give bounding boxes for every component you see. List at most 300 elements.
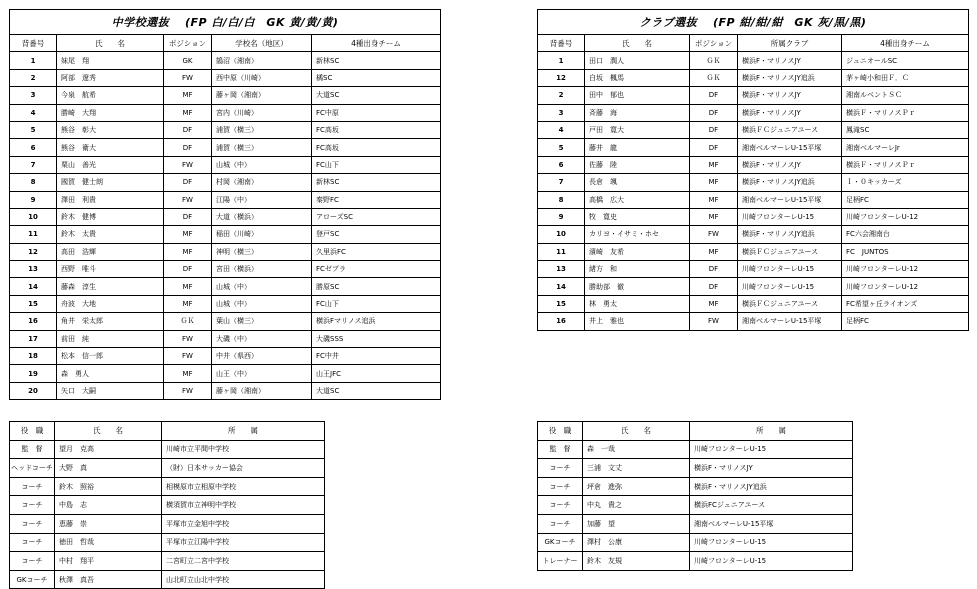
player-position: MF bbox=[164, 104, 212, 121]
table-row bbox=[538, 104, 969, 121]
table-row bbox=[10, 348, 441, 365]
player-name: 白坂 楓馬 bbox=[585, 69, 690, 86]
table-row bbox=[10, 440, 325, 459]
player-club: 川崎フロンターレU-15 bbox=[738, 278, 842, 295]
staff-role: コーチ bbox=[10, 514, 55, 533]
player-origin-team: FC山下 bbox=[312, 156, 441, 173]
player-number: 12 bbox=[10, 243, 57, 260]
table-row bbox=[538, 52, 969, 69]
staff-role: トレーナー bbox=[538, 552, 583, 571]
table-row bbox=[10, 52, 441, 69]
player-origin-team: 大道SC bbox=[312, 87, 441, 104]
staff-role: GKコーチ bbox=[10, 570, 55, 589]
player-club: 横浜F・マリノスJY追浜 bbox=[738, 69, 842, 86]
staff-affiliation: 横須賀市立神明中学校 bbox=[162, 496, 325, 515]
player-number: 16 bbox=[10, 313, 57, 330]
player-origin-team: ジュニオールSC bbox=[842, 52, 969, 69]
table-row bbox=[538, 295, 969, 312]
school-staff-table bbox=[9, 421, 325, 589]
player-name: 田口 潤人 bbox=[585, 52, 690, 69]
player-name: 田中 郁也 bbox=[585, 87, 690, 104]
player-number: 14 bbox=[538, 278, 585, 295]
player-school: 中井（県西） bbox=[212, 348, 312, 365]
player-origin-team: 登戸SC bbox=[312, 226, 441, 243]
player-origin-team: Ｉ・０キッカーズ bbox=[842, 174, 969, 191]
player-name: 角井 栄太郎 bbox=[57, 313, 164, 330]
player-name: 鈴木 健博 bbox=[57, 208, 164, 225]
staff-role: コーチ bbox=[10, 552, 55, 571]
table-row bbox=[538, 477, 853, 496]
table-row bbox=[10, 121, 441, 138]
player-school: 宮田（横浜） bbox=[212, 261, 312, 278]
player-club: 横浜F・マリノスJY bbox=[738, 87, 842, 104]
player-name: 高田 浩輝 bbox=[57, 243, 164, 260]
table-row bbox=[538, 69, 969, 86]
player-number: 5 bbox=[538, 139, 585, 156]
staff-affiliation: 山北町立山北中学校 bbox=[162, 570, 325, 589]
header-role: 役 職 bbox=[10, 422, 55, 441]
player-origin-team: FC山下 bbox=[312, 295, 441, 312]
player-number: 17 bbox=[10, 330, 57, 347]
club-roster-header bbox=[538, 35, 969, 52]
player-name: 熊谷 衛大 bbox=[57, 139, 164, 156]
header-school: 学校名（地区） bbox=[212, 35, 312, 52]
player-club: 横浜ＦＣジュニアユース bbox=[738, 295, 842, 312]
table-row bbox=[538, 208, 969, 225]
player-name: 牧 寛史 bbox=[585, 208, 690, 225]
player-number: 4 bbox=[10, 104, 57, 121]
player-number: 20 bbox=[10, 382, 57, 399]
player-origin-team: 足柄FC bbox=[842, 313, 969, 330]
player-name: カリヨ・イサミ・ホセ bbox=[585, 226, 690, 243]
player-position: DF bbox=[690, 121, 738, 138]
player-number: 7 bbox=[10, 156, 57, 173]
player-name: 熊谷 彰大 bbox=[57, 121, 164, 138]
table-row bbox=[538, 261, 969, 278]
staff-role: コーチ bbox=[538, 477, 583, 496]
player-number: 18 bbox=[10, 348, 57, 365]
player-origin-team: 川崎フロンターレU-12 bbox=[842, 208, 969, 225]
table-row bbox=[10, 365, 441, 382]
player-origin-team: FC高坂 bbox=[312, 121, 441, 138]
player-origin-team: 足柄FC bbox=[842, 191, 969, 208]
header-position: ポジション bbox=[164, 35, 212, 52]
player-origin-team: FC JUNTOS bbox=[842, 243, 969, 260]
table-row bbox=[10, 226, 441, 243]
table-row bbox=[538, 139, 969, 156]
player-number: 7 bbox=[538, 174, 585, 191]
player-number: 9 bbox=[538, 208, 585, 225]
table-row bbox=[538, 121, 969, 138]
player-origin-team: FCゼブラ bbox=[312, 261, 441, 278]
player-position: ＧＫ bbox=[690, 69, 738, 86]
player-school: 西中原（川崎） bbox=[212, 69, 312, 86]
staff-role: コーチ bbox=[10, 477, 55, 496]
staff-role: ヘッドコーチ bbox=[10, 459, 55, 478]
player-number: 2 bbox=[538, 87, 585, 104]
player-position: FW bbox=[164, 382, 212, 399]
table-row bbox=[538, 440, 853, 459]
table-row bbox=[10, 87, 441, 104]
player-number: 3 bbox=[538, 104, 585, 121]
player-school: 宮内（川崎） bbox=[212, 104, 312, 121]
staff-role: 監 督 bbox=[10, 440, 55, 459]
player-number: 13 bbox=[10, 261, 57, 278]
player-name: 妹尾 翔 bbox=[57, 52, 164, 69]
staff-name: 鈴木 照裕 bbox=[55, 477, 162, 496]
player-position: DF bbox=[690, 104, 738, 121]
player-position: MF bbox=[690, 208, 738, 225]
player-school: 江陽（中） bbox=[212, 191, 312, 208]
header-club: 所属クラブ bbox=[738, 35, 842, 52]
staff-affiliation: 平塚市立江陽中学校 bbox=[162, 533, 325, 552]
staff-role: コーチ bbox=[538, 459, 583, 478]
player-position: GK bbox=[164, 52, 212, 69]
club-staff-table bbox=[537, 421, 853, 571]
player-origin-team: 山王JFC bbox=[312, 365, 441, 382]
header-name: 氏 名 bbox=[55, 422, 162, 441]
header-name: 氏 名 bbox=[585, 35, 690, 52]
player-position: MF bbox=[690, 243, 738, 260]
player-number: 1 bbox=[10, 52, 57, 69]
player-number: 16 bbox=[538, 313, 585, 330]
player-position: DF bbox=[164, 261, 212, 278]
player-position: MF bbox=[164, 226, 212, 243]
player-position: MF bbox=[164, 295, 212, 312]
table-row bbox=[10, 69, 441, 86]
staff-name: 恵藤 崇 bbox=[55, 514, 162, 533]
player-position: MF bbox=[690, 156, 738, 173]
player-club: 横浜F・マリノスJY bbox=[738, 156, 842, 173]
player-name: 長倉 颯 bbox=[585, 174, 690, 191]
staff-affiliation: 川崎フロンターレU-15 bbox=[690, 440, 853, 459]
table-row bbox=[10, 313, 441, 330]
table-row bbox=[10, 261, 441, 278]
header-name: 氏 名 bbox=[57, 35, 164, 52]
player-number: 13 bbox=[538, 261, 585, 278]
staff-affiliation: 川崎フロンターレU-15 bbox=[690, 552, 853, 571]
staff-role: コーチ bbox=[10, 533, 55, 552]
staff-name: 三浦 文丈 bbox=[583, 459, 690, 478]
table-row bbox=[10, 330, 441, 347]
player-origin-team: 横浜Ｆ・マリノスＰｒ bbox=[842, 104, 969, 121]
table-row bbox=[10, 208, 441, 225]
player-origin-team: 川崎フロンターレU-12 bbox=[842, 261, 969, 278]
player-position: MF bbox=[164, 365, 212, 382]
player-position: DF bbox=[164, 174, 212, 191]
player-name: 前田 純 bbox=[57, 330, 164, 347]
player-name: 勝崎 大翔 bbox=[57, 104, 164, 121]
player-name: 斉藤 海 bbox=[585, 104, 690, 121]
player-origin-team: 大磯SSS bbox=[312, 330, 441, 347]
player-origin-team: FC中原 bbox=[312, 104, 441, 121]
player-school: 山城（中） bbox=[212, 295, 312, 312]
player-name: 戸田 寛大 bbox=[585, 121, 690, 138]
player-number: 6 bbox=[10, 139, 57, 156]
player-number: 5 bbox=[10, 121, 57, 138]
header-number: 背番号 bbox=[538, 35, 585, 52]
player-position: MF bbox=[164, 243, 212, 260]
player-name: 林 勇太 bbox=[585, 295, 690, 312]
player-position: MF bbox=[690, 174, 738, 191]
player-number: 1 bbox=[538, 52, 585, 69]
header-name: 氏 名 bbox=[583, 422, 690, 441]
player-number: 11 bbox=[538, 243, 585, 260]
player-position: ＧＫ bbox=[690, 52, 738, 69]
player-number: 8 bbox=[10, 174, 57, 191]
player-position: DF bbox=[690, 87, 738, 104]
table-row bbox=[538, 156, 969, 173]
table-row bbox=[10, 570, 325, 589]
player-number: 15 bbox=[10, 295, 57, 312]
player-origin-team: 湘南ルベントＳＣ bbox=[842, 87, 969, 104]
staff-affiliation: 川崎フロンターレU-15 bbox=[690, 533, 853, 552]
player-position: DF bbox=[164, 139, 212, 156]
header-role: 役 職 bbox=[538, 422, 583, 441]
player-number: 8 bbox=[538, 191, 585, 208]
player-club: 横浜ＦＣジュニアユース bbox=[738, 243, 842, 260]
player-number: 9 bbox=[10, 191, 57, 208]
staff-role: GKコーチ bbox=[538, 533, 583, 552]
player-origin-team: FC中井 bbox=[312, 348, 441, 365]
player-school: 山城（中） bbox=[212, 156, 312, 173]
table-row bbox=[10, 514, 325, 533]
player-position: DF bbox=[690, 261, 738, 278]
staff-name: 中丸 貴之 bbox=[583, 496, 690, 515]
staff-affiliation: 相模原市立相原中学校 bbox=[162, 477, 325, 496]
player-name: 森 勇人 bbox=[57, 365, 164, 382]
table-row bbox=[538, 533, 853, 552]
player-name: 西野 唯斗 bbox=[57, 261, 164, 278]
player-position: FW bbox=[164, 69, 212, 86]
player-origin-team: 勝原SC bbox=[312, 278, 441, 295]
club-roster-title: クラブ選抜 (FP 紺/紺/紺 GK 灰/黒/黒) bbox=[538, 10, 969, 35]
player-name: 今泉 航希 bbox=[57, 87, 164, 104]
player-school: 大磯（中） bbox=[212, 330, 312, 347]
player-club: 湘南ベルマーレU-15平塚 bbox=[738, 191, 842, 208]
table-row bbox=[538, 243, 969, 260]
player-club: 横浜F・マリノスJY bbox=[738, 104, 842, 121]
table-row bbox=[10, 496, 325, 515]
table-row bbox=[10, 477, 325, 496]
staff-name: 加藤 望 bbox=[583, 514, 690, 533]
player-position: FW bbox=[164, 156, 212, 173]
player-name: 藤森 淳生 bbox=[57, 278, 164, 295]
player-position: FW bbox=[690, 313, 738, 330]
player-name: 井上 雅也 bbox=[585, 313, 690, 330]
player-name: 勝助部 徹 bbox=[585, 278, 690, 295]
player-position: FW bbox=[164, 191, 212, 208]
staff-affiliation: （財）日本サッカー協会 bbox=[162, 459, 325, 478]
player-name: 栗山 善光 bbox=[57, 156, 164, 173]
player-origin-team: FC高坂 bbox=[312, 139, 441, 156]
player-school: 山王（中） bbox=[212, 365, 312, 382]
table-row bbox=[538, 552, 853, 571]
school-staff-header bbox=[10, 422, 325, 441]
table-row bbox=[538, 174, 969, 191]
player-position: DF bbox=[690, 139, 738, 156]
staff-name: 中島 志 bbox=[55, 496, 162, 515]
table-row bbox=[10, 278, 441, 295]
table-row bbox=[538, 514, 853, 533]
staff-affiliation: 平塚市立金旭中学校 bbox=[162, 514, 325, 533]
school-roster-header bbox=[10, 35, 441, 52]
player-origin-team: 新林SC bbox=[312, 174, 441, 191]
player-number: 2 bbox=[10, 69, 57, 86]
player-position: DF bbox=[690, 278, 738, 295]
staff-affiliation: 川崎市立平間中学校 bbox=[162, 440, 325, 459]
player-school: 浦賀（横三） bbox=[212, 121, 312, 138]
player-position: DF bbox=[164, 121, 212, 138]
player-origin-team: 久里浜FC bbox=[312, 243, 441, 260]
header-origin-team: 4種出身チーム bbox=[842, 35, 969, 52]
player-position: FW bbox=[164, 348, 212, 365]
player-number: 12 bbox=[538, 69, 585, 86]
player-number: 19 bbox=[10, 365, 57, 382]
player-club: 湘南ベルマーレU-15平塚 bbox=[738, 139, 842, 156]
player-origin-team: 鳳滝SC bbox=[842, 121, 969, 138]
player-origin-team: 新林SC bbox=[312, 52, 441, 69]
player-club: 横浜F・マリノスJY追浜 bbox=[738, 226, 842, 243]
player-origin-team: アローズSC bbox=[312, 208, 441, 225]
staff-name: 鈴木 友規 bbox=[583, 552, 690, 571]
player-position: MF bbox=[164, 278, 212, 295]
player-name: 濱崎 友希 bbox=[585, 243, 690, 260]
staff-affiliation: 横浜FCジュニアユース bbox=[690, 496, 853, 515]
staff-affiliation: 湘南ベルマーレU-15平塚 bbox=[690, 514, 853, 533]
player-school: 大道（横浜） bbox=[212, 208, 312, 225]
staff-name: 秋澤 真吾 bbox=[55, 570, 162, 589]
staff-name: 坪倉 進弥 bbox=[583, 477, 690, 496]
player-name: 阿部 遼秀 bbox=[57, 69, 164, 86]
header-number: 背番号 bbox=[10, 35, 57, 52]
club-staff-header bbox=[538, 422, 853, 441]
player-school: 藤ヶ岡（湘南） bbox=[212, 87, 312, 104]
player-name: 鈴木 太貴 bbox=[57, 226, 164, 243]
table-row bbox=[10, 104, 441, 121]
table-row bbox=[10, 533, 325, 552]
table-row bbox=[10, 382, 441, 399]
player-school: 神明（横三） bbox=[212, 243, 312, 260]
table-row bbox=[10, 156, 441, 173]
staff-affiliation: 二宮町立二宮中学校 bbox=[162, 552, 325, 571]
table-row bbox=[10, 191, 441, 208]
player-school: 山城（中） bbox=[212, 278, 312, 295]
player-school: 藤ヶ岡（湘南） bbox=[212, 382, 312, 399]
player-number: 3 bbox=[10, 87, 57, 104]
player-position: MF bbox=[164, 87, 212, 104]
table-row bbox=[538, 459, 853, 478]
table-row bbox=[10, 459, 325, 478]
player-position: FW bbox=[164, 330, 212, 347]
player-school: 鵠沼（湘南） bbox=[212, 52, 312, 69]
table-row bbox=[538, 313, 969, 330]
staff-name: 澤村 公康 bbox=[583, 533, 690, 552]
player-school: 葉山（横三） bbox=[212, 313, 312, 330]
player-name: 佐藤 陸 bbox=[585, 156, 690, 173]
player-origin-team: 湘南ベルマーレJr bbox=[842, 139, 969, 156]
player-name: 緒方 和 bbox=[585, 261, 690, 278]
staff-affiliation: 横浜F・マリノスJY bbox=[690, 459, 853, 478]
player-origin-team: FC六会湘南台 bbox=[842, 226, 969, 243]
table-row bbox=[538, 87, 969, 104]
player-club: 川崎フロンターレU-15 bbox=[738, 261, 842, 278]
staff-name: 森 一哉 bbox=[583, 440, 690, 459]
header-affiliation: 所 属 bbox=[690, 422, 853, 441]
player-name: 澤田 利貴 bbox=[57, 191, 164, 208]
player-origin-team: 横浜Fマリノス追浜 bbox=[312, 313, 441, 330]
player-origin-team: 川崎フロンターレU-12 bbox=[842, 278, 969, 295]
staff-role: コーチ bbox=[10, 496, 55, 515]
staff-name: 徳田 哲哉 bbox=[55, 533, 162, 552]
player-origin-team: 橘SC bbox=[312, 69, 441, 86]
table-row bbox=[538, 278, 969, 295]
table-row bbox=[538, 226, 969, 243]
player-name: 藤井 龍 bbox=[585, 139, 690, 156]
staff-role: コーチ bbox=[538, 514, 583, 533]
player-number: 10 bbox=[538, 226, 585, 243]
player-position: MF bbox=[690, 191, 738, 208]
player-club: 川崎フロンターレU-15 bbox=[738, 208, 842, 225]
player-name: 矢口 大嗣 bbox=[57, 382, 164, 399]
player-name: 高橋 広大 bbox=[585, 191, 690, 208]
club-roster-table bbox=[537, 9, 969, 331]
player-position: ＧＫ bbox=[164, 313, 212, 330]
player-name: 舟波 大地 bbox=[57, 295, 164, 312]
staff-affiliation: 横浜F・マリノスJY追浜 bbox=[690, 477, 853, 496]
header-position: ポジション bbox=[690, 35, 738, 52]
player-school: 稲田（川崎） bbox=[212, 226, 312, 243]
player-position: DF bbox=[164, 208, 212, 225]
player-number: 4 bbox=[538, 121, 585, 138]
player-origin-team: 大道SC bbox=[312, 382, 441, 399]
school-roster-table bbox=[9, 9, 441, 400]
table-row bbox=[10, 174, 441, 191]
player-school: 村岡（湘南） bbox=[212, 174, 312, 191]
player-club: 湘南ベルマーレU-15平塚 bbox=[738, 313, 842, 330]
table-row bbox=[538, 191, 969, 208]
player-number: 10 bbox=[10, 208, 57, 225]
table-row bbox=[10, 139, 441, 156]
player-number: 14 bbox=[10, 278, 57, 295]
staff-name: 望月 克高 bbox=[55, 440, 162, 459]
staff-name: 中村 翔平 bbox=[55, 552, 162, 571]
table-row bbox=[10, 243, 441, 260]
table-row bbox=[10, 295, 441, 312]
player-origin-team: 横浜Ｆ・マリノスＰｒ bbox=[842, 156, 969, 173]
player-name: 國賀 健士朗 bbox=[57, 174, 164, 191]
table-row bbox=[538, 496, 853, 515]
player-school: 浦賀（横三） bbox=[212, 139, 312, 156]
player-number: 6 bbox=[538, 156, 585, 173]
player-position: MF bbox=[690, 295, 738, 312]
player-club: 横浜F・マリノスJY bbox=[738, 52, 842, 69]
player-club: 横浜F・マリノスJY追浜 bbox=[738, 174, 842, 191]
player-origin-team: FC希望ヶ丘ライオンズ bbox=[842, 295, 969, 312]
player-origin-team: 秦野FC bbox=[312, 191, 441, 208]
staff-role: コーチ bbox=[538, 496, 583, 515]
header-affiliation: 所 属 bbox=[162, 422, 325, 441]
staff-name: 大野 真 bbox=[55, 459, 162, 478]
school-roster-title: 中学校選抜 (FP 白/白/白 GK 黄/黄/黄) bbox=[10, 10, 441, 35]
player-number: 11 bbox=[10, 226, 57, 243]
player-origin-team: 茅ヶ崎小和田Ｆ．Ｃ bbox=[842, 69, 969, 86]
player-position: FW bbox=[690, 226, 738, 243]
table-row bbox=[10, 552, 325, 571]
player-number: 15 bbox=[538, 295, 585, 312]
staff-role: 監 督 bbox=[538, 440, 583, 459]
player-name: 松本 信一郎 bbox=[57, 348, 164, 365]
